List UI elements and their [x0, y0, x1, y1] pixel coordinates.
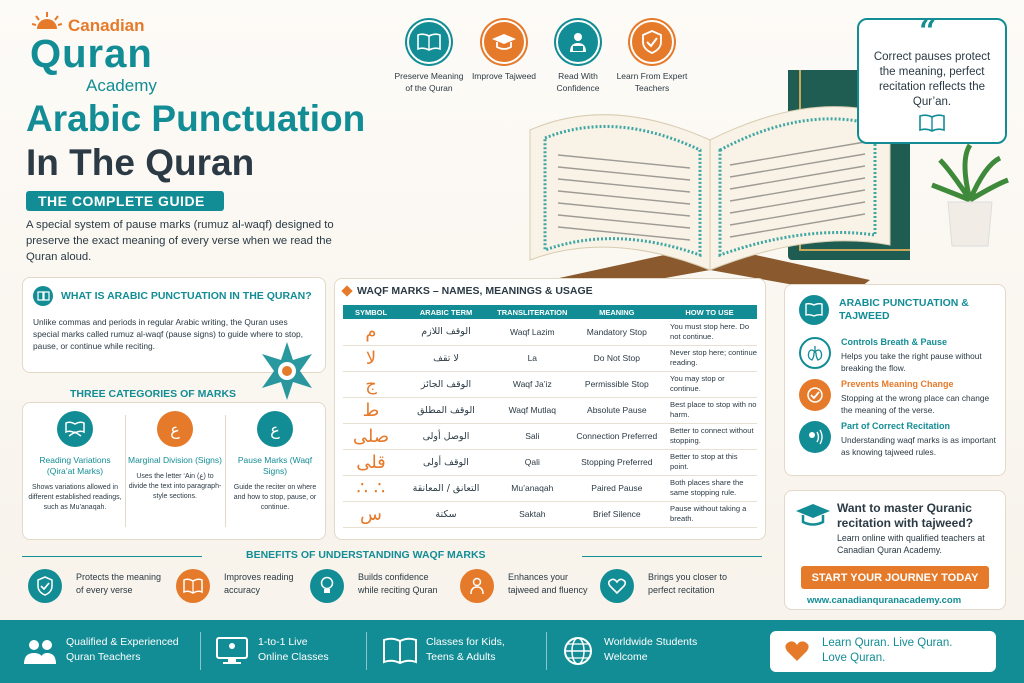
- benefit-label: Brings you closer to perfect recitation: [648, 572, 728, 595]
- quote-text: Correct pauses protect the meaning, perfect recitation reflects the Qur’an.: [873, 51, 991, 108]
- meaning: Stopping Preferred: [572, 449, 662, 475]
- meaning: Mandatory Stop: [572, 319, 662, 345]
- cta-card: [784, 490, 1006, 610]
- benefits-heading-row: [22, 549, 770, 563]
- feature-label: Preserve Meaning of the Quran: [394, 71, 464, 93]
- transliteration: Sali: [493, 423, 572, 449]
- transliteration: Waqf Lazim: [493, 319, 572, 345]
- waqf-symbol: قلى: [343, 449, 399, 475]
- waqf-table-card: [334, 278, 766, 540]
- ain-letter-icon: ع: [257, 411, 293, 447]
- voice-wave-icon: [799, 421, 831, 453]
- monitor-icon: [214, 636, 250, 666]
- waqf-symbol: س: [343, 501, 399, 527]
- transliteration: Saktah: [493, 501, 572, 527]
- waqf-symbol: ج: [343, 371, 399, 397]
- waqf-table: [343, 305, 757, 528]
- cta-subtext: Learn online with qualified teachers at Canadian Quran Academy.: [837, 533, 985, 555]
- logo: [30, 12, 200, 94]
- heart-icon: [600, 569, 634, 603]
- website-link[interactable]: www.canadianquranacademy.com: [807, 595, 962, 606]
- how-to-use: Never stop here; continue reading.: [662, 345, 757, 371]
- waqf-symbol: م: [343, 319, 399, 345]
- arabic-term: سكتة: [399, 501, 493, 527]
- table-row: [343, 501, 757, 527]
- category-name: Marginal Division (Signs): [127, 455, 222, 465]
- lightbulb-icon: [310, 569, 344, 603]
- category-desc: Shows variations allowed in different established readings, such as Mu’anaqah.: [28, 484, 122, 511]
- feature-preserve-meaning: [393, 20, 465, 94]
- tajweed-item-desc: Helps you take the right pause without breaking the flow.: [841, 351, 982, 373]
- book-icon: [33, 286, 53, 306]
- diamond-icon: [341, 285, 352, 296]
- tajweed-heading: ARABIC PUNCTUATION & TAJWEED: [839, 297, 969, 322]
- tajweed-item-desc: Stopping at the wrong place can change the meaning of the verse.: [841, 393, 990, 415]
- how-to-use: You may stop or continue.: [662, 371, 757, 397]
- benefit-item: [454, 565, 599, 613]
- tajweed-item-title: Part of Correct Recitation: [841, 421, 951, 431]
- tajweed-panel: [784, 284, 1006, 476]
- categories-card: [22, 402, 326, 540]
- footer-item-label: Classes for Kids, Teens & Adults: [426, 636, 505, 663]
- book-stand-icon: [57, 411, 93, 447]
- logo-line3: Academy: [86, 76, 157, 95]
- reciter-icon: [460, 569, 494, 603]
- logo-line1: Canadian: [68, 16, 145, 35]
- divider: [200, 632, 201, 670]
- quote-mark-icon: “: [919, 14, 937, 49]
- benefit-item: [594, 565, 739, 613]
- how-to-use: You must stop here. Do not continue.: [662, 319, 757, 345]
- what-is-body: Unlike commas and periods in regular Arabic writing, the Quran uses special marks called rumuz al-waqf (pause signs) to guide where to stop, pause, or continue while reciting.: [33, 317, 303, 351]
- column-header: MEANING: [572, 305, 662, 319]
- ain-letter-icon: ع: [157, 411, 193, 447]
- category-reading-variations: [27, 411, 123, 513]
- how-to-use: Best place to stop with no harm.: [662, 397, 757, 423]
- table-row: [343, 449, 757, 475]
- transliteration: Waqf Ja’iz: [493, 371, 572, 397]
- category-pause-marks: [227, 411, 323, 513]
- star-ornament-icon: [256, 340, 318, 402]
- quran-book-illustration: [510, 70, 910, 300]
- table-row: [343, 397, 757, 423]
- arabic-term: الوصل أولى: [399, 423, 493, 449]
- tajweed-item-title: Prevents Meaning Change: [841, 379, 954, 389]
- graduation-cap-icon: [795, 501, 831, 529]
- meaning: Permissible Stop: [572, 371, 662, 397]
- open-book-icon: [919, 114, 945, 132]
- divider: [22, 556, 202, 557]
- what-is-heading: WHAT IS ARABIC PUNCTUATION IN THE QURAN?: [61, 290, 312, 302]
- page-title-line2: In The Quran: [26, 142, 255, 183]
- meaning: Brief Silence: [572, 501, 662, 527]
- benefit-label: Builds confidence while reciting Quran: [358, 572, 438, 595]
- cta-question: Want to master Quranic recitation with tajweed?: [837, 501, 974, 530]
- waqf-symbol: صلى: [343, 423, 399, 449]
- book-icon: [382, 636, 418, 666]
- feature-label: Read With Confidence: [556, 71, 600, 93]
- how-to-use: Better to connect without stopping.: [662, 423, 757, 449]
- benefits-heading: BENEFITS OF UNDERSTANDING WAQF MARKS: [246, 549, 486, 561]
- benefit-item: [304, 565, 449, 613]
- guide-badge: THE COMPLETE GUIDE: [26, 191, 224, 211]
- divider: [225, 415, 226, 527]
- meaning: Do Not Stop: [572, 345, 662, 371]
- arabic-term: لا تقف: [399, 345, 493, 371]
- categories-heading: THREE CATEGORIES OF MARKS: [70, 388, 237, 400]
- table-row: [343, 319, 757, 345]
- table-row: [343, 371, 757, 397]
- slogan-text: Learn Quran. Live Quran. Love Quran.: [822, 637, 953, 664]
- column-header: ARABIC TERM: [399, 305, 493, 319]
- page-title-line1: Arabic Punctuation: [26, 98, 366, 139]
- table-row: [343, 475, 757, 501]
- start-journey-button[interactable]: START YOUR JOURNEY TODAY: [801, 566, 989, 589]
- slogan-card: [770, 631, 996, 672]
- how-to-use: Pause without taking a breath.: [662, 501, 757, 527]
- transliteration: La: [493, 345, 572, 371]
- arabic-term: الوقف المطلق: [399, 397, 493, 423]
- arabic-term: الوقف الجائز: [399, 371, 493, 397]
- meaning: Connection Preferred: [572, 423, 662, 449]
- feature-label: Improve Tajweed: [471, 71, 537, 81]
- shield-check-icon: [630, 20, 674, 64]
- meaning: Paired Pause: [572, 475, 662, 501]
- open-book-icon: [799, 295, 829, 325]
- reader-icon: [556, 20, 600, 64]
- tajweed-item-title: Controls Breath & Pause: [841, 337, 948, 347]
- graduation-cap-icon: [482, 20, 526, 64]
- waqf-symbol: ∴ ∴: [343, 475, 399, 501]
- divider: [125, 415, 126, 527]
- table-header-row: [343, 305, 757, 319]
- column-header: TRANSLITERATION: [493, 305, 572, 319]
- tajweed-item-desc: Understanding waqf marks is as important as knowing tajweed rules.: [841, 435, 996, 457]
- footer-item-label: Worldwide Students Welcome: [604, 636, 698, 663]
- logo-line2: Quran: [30, 32, 153, 76]
- quote-bubble: [857, 14, 1007, 144]
- shield-check-icon: [28, 569, 62, 603]
- transliteration: Waqf Mutlaq: [493, 397, 572, 423]
- benefit-item: [170, 565, 315, 613]
- divider: [366, 632, 367, 670]
- transliteration: Qali: [493, 449, 572, 475]
- open-book-icon: [407, 20, 451, 64]
- check-circle-icon: [799, 379, 831, 411]
- waqf-table-heading: WAQF MARKS – NAMES, MEANINGS & USAGE: [357, 285, 593, 297]
- benefit-label: Improves reading accuracy: [224, 572, 294, 595]
- divider: [546, 632, 547, 670]
- table-row: [343, 345, 757, 371]
- waqf-symbol: ط: [343, 397, 399, 423]
- column-header: HOW TO USE: [662, 305, 757, 319]
- category-name: Reading Variations (Qira’at Marks): [39, 455, 111, 476]
- sun-icon: [32, 12, 62, 30]
- divider: [582, 556, 762, 557]
- intro-text: A special system of pause marks (rumuz al-waqf) designed to preserve the exact meaning of every verse when we read the Quran aloud.: [26, 219, 334, 263]
- meaning: Absolute Pause: [572, 397, 662, 423]
- benefit-item: [22, 565, 167, 613]
- arabic-term: الوقف اللازم: [399, 319, 493, 345]
- waqf-symbol: لا: [343, 345, 399, 371]
- lungs-icon: [799, 337, 831, 369]
- footer-item-label: Qualified & Experienced Quran Teachers: [66, 636, 179, 663]
- footer-item-label: 1-to-1 Live Online Classes: [258, 636, 329, 663]
- column-header: SYMBOL: [343, 305, 399, 319]
- heart-icon: [784, 640, 810, 662]
- feature-label: Learn From Expert Teachers: [616, 71, 688, 93]
- category-desc: Guide the reciter on where and how to stop, pause, or continue.: [233, 484, 317, 511]
- category-name: Pause Marks (Waqf Signs): [237, 455, 313, 476]
- transliteration: Mu’anaqah: [493, 475, 572, 501]
- people-icon: [22, 636, 58, 666]
- category-desc: Uses the letter ‘Ain (ع) to divide the text into paragraph-style sections.: [128, 473, 222, 500]
- table-row: [343, 423, 757, 449]
- category-marginal-division: [127, 411, 223, 502]
- benefit-label: Protects the meaning of every verse: [76, 572, 162, 595]
- how-to-use: Both places share the same stopping rule.: [662, 475, 757, 501]
- arabic-term: الوقف أولى: [399, 449, 493, 475]
- globe-icon: [560, 636, 596, 666]
- arabic-term: التعانق / المعانقة: [399, 475, 493, 501]
- benefit-label: Enhances your tajweed and fluency: [508, 572, 588, 595]
- open-book-icon: [176, 569, 210, 603]
- plant-decoration: [930, 140, 1010, 250]
- how-to-use: Better to stop at this point.: [662, 449, 757, 475]
